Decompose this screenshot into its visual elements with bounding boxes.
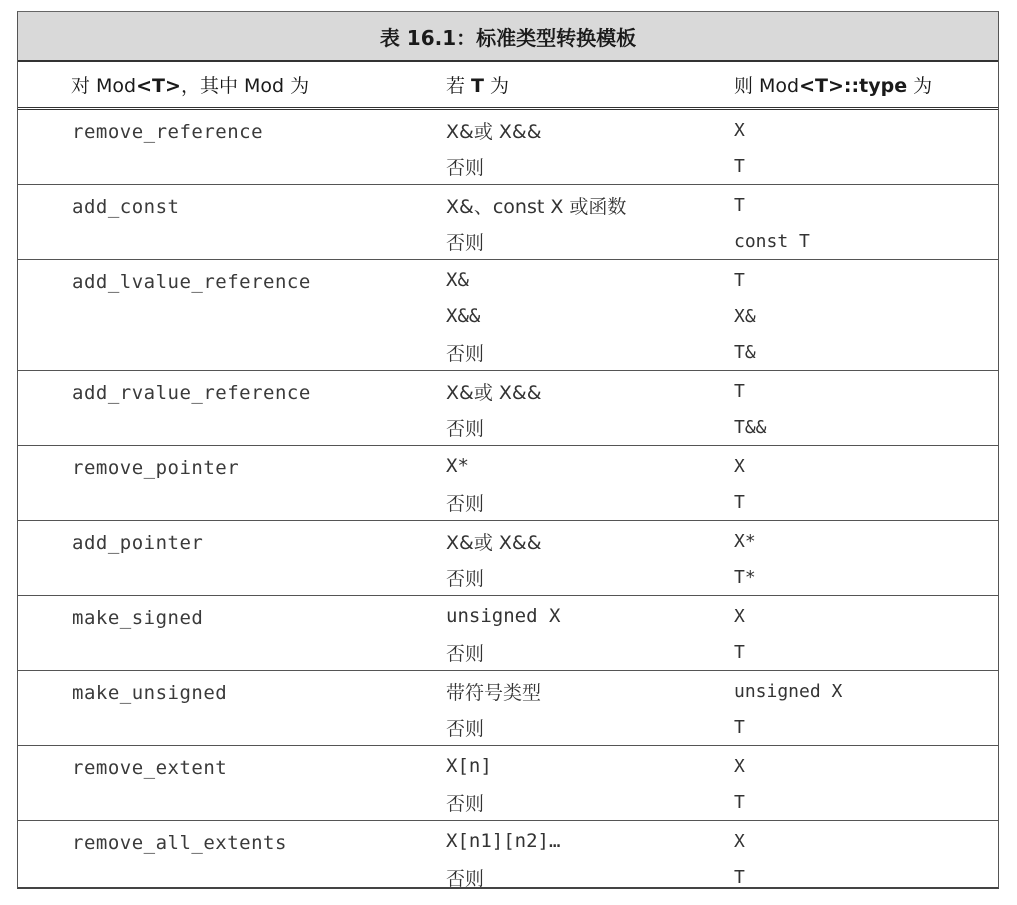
result-cell: X bbox=[734, 755, 745, 777]
template-name: add_pointer bbox=[72, 532, 204, 554]
result-cell: X& bbox=[734, 305, 756, 327]
condition-cell: 否则 bbox=[446, 231, 485, 254]
condition-cell: unsigned X bbox=[446, 605, 561, 627]
table-row bbox=[392, 484, 998, 520]
table-group bbox=[18, 746, 998, 821]
condition-cell: X&或 X&& bbox=[446, 381, 542, 404]
table-group bbox=[18, 596, 998, 671]
table-header bbox=[18, 62, 998, 110]
table-group bbox=[18, 821, 998, 896]
header-if-t bbox=[392, 71, 682, 98]
table-row bbox=[392, 373, 998, 409]
table-row bbox=[392, 598, 998, 634]
table-group bbox=[18, 671, 998, 746]
result-cell: X bbox=[734, 455, 745, 477]
result-cell: X bbox=[734, 830, 745, 852]
template-name: add_rvalue_reference bbox=[72, 382, 311, 404]
condition-cell: 否则 bbox=[446, 417, 485, 440]
result-cell: T bbox=[734, 867, 745, 889]
condition-cell: 否则 bbox=[446, 717, 485, 740]
header-if-prefix: 若 bbox=[446, 75, 472, 97]
result-cell: X bbox=[734, 605, 745, 627]
template-name: remove_reference bbox=[72, 121, 264, 143]
condition-cell: 否则 bbox=[446, 868, 485, 891]
condition-rows bbox=[392, 185, 998, 259]
result-cell: T& bbox=[734, 341, 756, 363]
type-transformation-table bbox=[17, 11, 999, 889]
condition-rows bbox=[392, 260, 998, 370]
condition-cell: 否则 bbox=[446, 492, 485, 515]
result-cell: X* bbox=[734, 530, 756, 552]
header-mod bbox=[18, 71, 392, 98]
table-row bbox=[392, 334, 998, 370]
table-row bbox=[392, 860, 998, 897]
template-name: remove_extent bbox=[72, 757, 228, 779]
condition-rows bbox=[392, 671, 998, 745]
condition-rows bbox=[392, 746, 998, 820]
table-row bbox=[392, 823, 998, 860]
table-group bbox=[18, 185, 998, 260]
result-cell: T bbox=[734, 491, 745, 513]
header-if-bold: T bbox=[471, 75, 485, 97]
table-row bbox=[392, 298, 998, 334]
table-row bbox=[392, 673, 998, 709]
condition-cell: X&& bbox=[446, 305, 481, 327]
table-row bbox=[392, 448, 998, 484]
table-row bbox=[392, 112, 998, 148]
condition-cell: 否则 bbox=[446, 156, 485, 179]
table-row bbox=[392, 634, 998, 670]
condition-cell: 带符号类型 bbox=[446, 681, 542, 704]
table-row bbox=[392, 784, 998, 820]
header-mod-bold: <T> bbox=[136, 75, 181, 97]
template-name: make_unsigned bbox=[72, 682, 228, 704]
condition-cell: X[n1][n2]… bbox=[446, 830, 561, 853]
condition-cell: X[n] bbox=[446, 755, 492, 777]
result-cell: T bbox=[734, 791, 745, 813]
table-group bbox=[18, 446, 998, 521]
condition-cell: 否则 bbox=[446, 567, 485, 590]
template-name: add_const bbox=[72, 196, 180, 218]
table-row bbox=[392, 223, 998, 259]
result-cell: T bbox=[734, 194, 745, 216]
condition-rows bbox=[392, 371, 998, 445]
result-cell: T bbox=[734, 716, 745, 738]
template-name: add_lvalue_reference bbox=[72, 271, 311, 293]
table-row bbox=[392, 709, 998, 745]
table-row bbox=[392, 559, 998, 595]
table-row bbox=[392, 523, 998, 559]
header-if-suffix: 为 bbox=[484, 75, 510, 97]
table-body bbox=[18, 110, 998, 896]
table-row bbox=[392, 409, 998, 445]
result-cell: T&& bbox=[734, 416, 767, 438]
result-cell: const T bbox=[734, 230, 810, 252]
condition-cell: X&、const X 或函数 bbox=[446, 195, 627, 218]
condition-cell: X& bbox=[446, 269, 469, 291]
header-type-bold: <T>::type bbox=[799, 75, 908, 97]
table-group bbox=[18, 521, 998, 596]
condition-rows bbox=[392, 521, 998, 595]
condition-cell: X&或 X&& bbox=[446, 531, 542, 554]
table-row bbox=[392, 262, 998, 298]
result-cell: X bbox=[734, 119, 745, 141]
condition-rows bbox=[392, 110, 998, 184]
table-row bbox=[392, 187, 998, 223]
result-cell: T bbox=[734, 380, 745, 402]
condition-cell: X* bbox=[446, 455, 469, 477]
condition-rows bbox=[392, 821, 998, 896]
table-group bbox=[18, 260, 998, 371]
condition-rows bbox=[392, 596, 998, 670]
condition-cell: 否则 bbox=[446, 792, 485, 815]
header-type-prefix: 则 Mod bbox=[734, 75, 800, 97]
result-cell: T bbox=[734, 155, 745, 177]
table-caption: 表 16.1：标准类型转换模板 bbox=[18, 12, 998, 62]
condition-cell: X&或 X&& bbox=[446, 120, 542, 143]
condition-rows bbox=[392, 446, 998, 520]
header-type-suffix: 为 bbox=[907, 75, 933, 97]
template-name: remove_all_extents bbox=[72, 832, 287, 854]
result-cell: T bbox=[734, 641, 745, 663]
header-mod-prefix: 对 Mod bbox=[71, 75, 137, 97]
table-row bbox=[392, 148, 998, 184]
table-group bbox=[18, 371, 998, 446]
header-mod-suffix: ，其中 Mod 为 bbox=[180, 75, 310, 97]
result-cell: T bbox=[734, 269, 745, 291]
result-cell: unsigned X bbox=[734, 680, 843, 702]
template-name: make_signed bbox=[72, 607, 204, 629]
table-row bbox=[392, 748, 998, 784]
result-cell: T* bbox=[734, 566, 756, 588]
header-type-result bbox=[682, 71, 998, 98]
template-name: remove_pointer bbox=[72, 457, 240, 479]
table-group bbox=[18, 110, 998, 185]
condition-cell: 否则 bbox=[446, 342, 485, 365]
condition-cell: 否则 bbox=[446, 642, 485, 665]
